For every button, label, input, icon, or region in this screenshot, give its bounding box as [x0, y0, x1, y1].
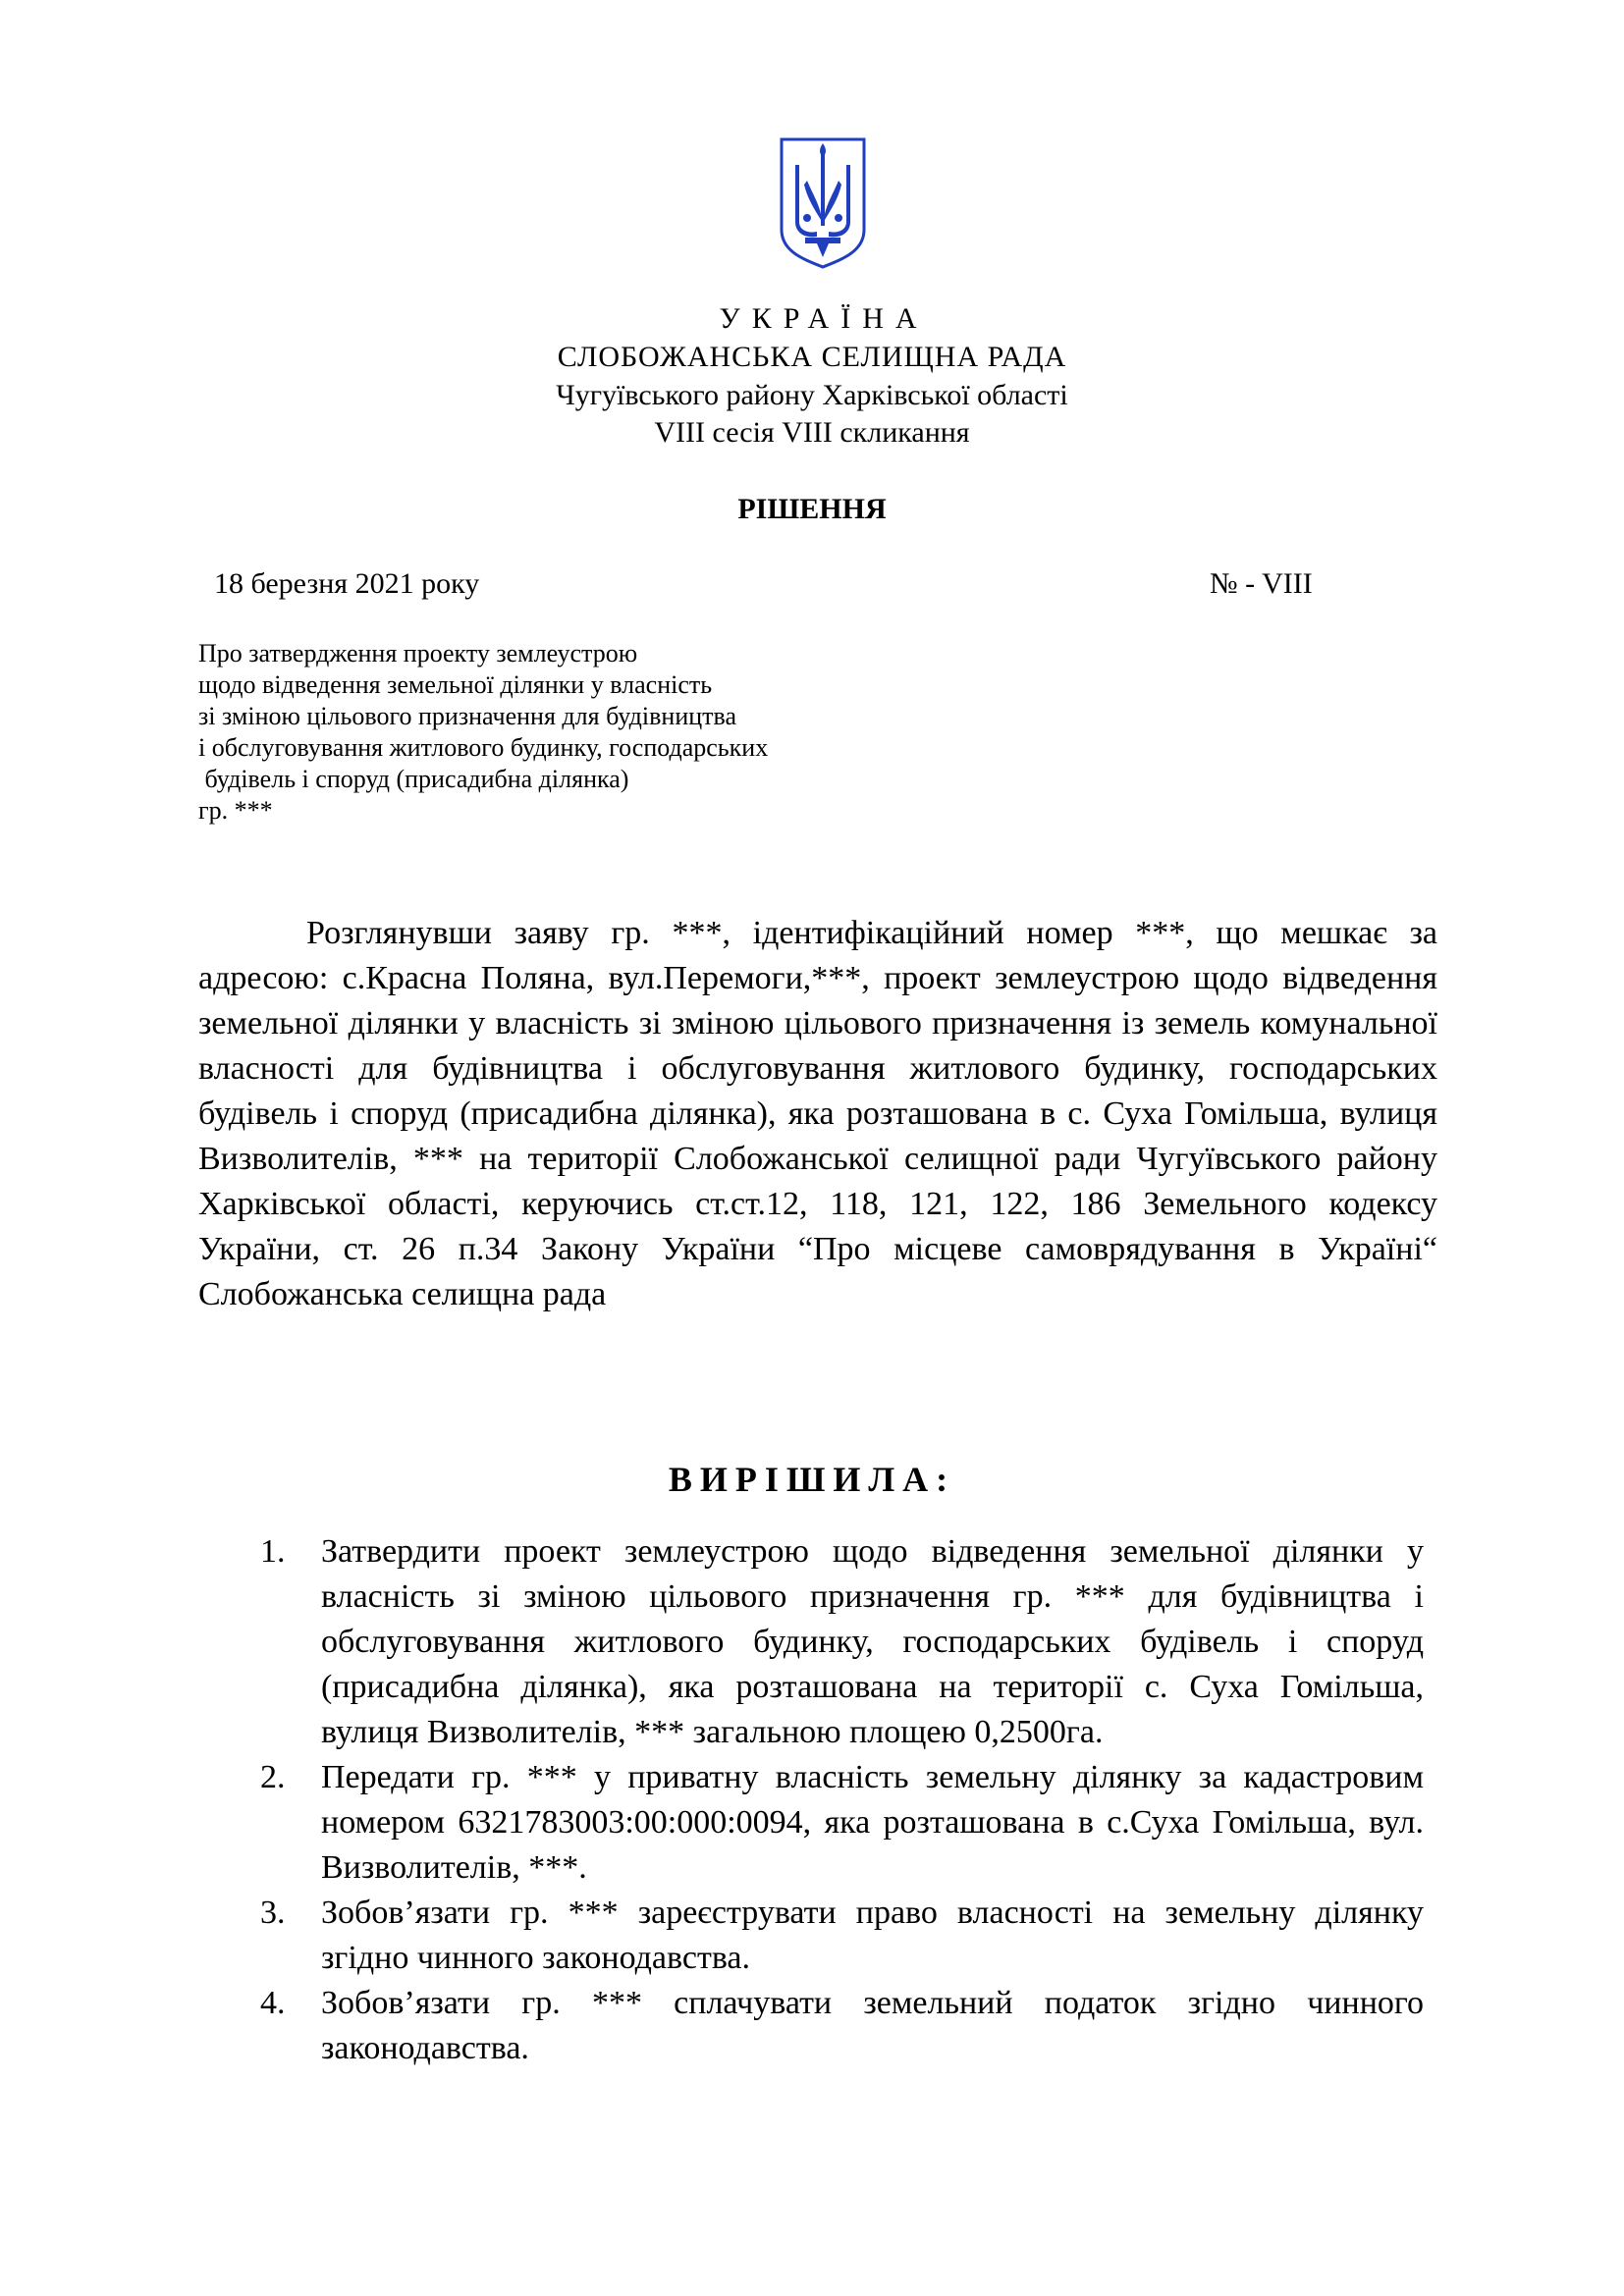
item-text: Затвердити проект землеустрою щодо відведення земельної ділянки у власність зі зміною цільового призначення гр. *** для будівництва і обслуговування житлового будинку, господарських будівель і споруд (присадибна ділянка), яка розташована на території с. Суха Гомільша, вулиця Визволителів, *** загальною площею 0,2500га. — [321, 1533, 1424, 1750]
decided-heading: ВИРІШИЛА: — [668, 1460, 956, 1499]
item-number: 4. — [260, 1985, 286, 2021]
header-session: VIII сесія VIII скликання — [654, 416, 970, 449]
item-number: 3. — [260, 1895, 286, 1931]
list-item — [260, 1529, 1424, 1755]
header-district: Чугуївського району Харківської області — [556, 379, 1068, 411]
list-item — [260, 1891, 1424, 1981]
header-council: СЛОБОЖАНСЬКА СЕЛИЩНА РАДА — [557, 341, 1067, 373]
item-text: Зобов’язати гр. *** сплачувати земельний податок згідно чинного законодавства. — [321, 1985, 1424, 2066]
preamble-paragraph — [198, 911, 1437, 1317]
document-type-title: РІШЕННЯ — [737, 493, 887, 525]
item-number: 2. — [260, 1759, 286, 1795]
decision-date: 18 березня 2021 року — [214, 567, 480, 600]
decision-subject — [198, 638, 945, 827]
subject-line: гр. *** — [198, 796, 273, 825]
subject-line: зі зміною цільового призначення для будівництва — [198, 702, 736, 730]
item-text: Зобов’язати гр. *** зареєструвати право власності на земельну ділянку згідно чинного законодавства. — [321, 1895, 1424, 1976]
subject-line: щодо відведення земельної ділянки у власність — [198, 670, 713, 699]
subject-line: і обслуговування житлового будинку, господарських — [198, 733, 769, 762]
subject-line: Про затвердження проекту землеустрою — [198, 639, 638, 667]
preamble-text: Розглянувши заяву гр. ***, ідентифікаційний номер ***, що мешкає за адресою: с.Красна Поляна, вул.Перемоги,***, проект землеустрою щодо відведення земельної ділянки у власність зі зміною цільового призначення із земель комунальної власності для будівництва і обслуговування житлового будинку, господарських будівель і споруд (присадибна ділянка), яка розташована в с. Суха Гомільша, вулиця Визволителів, *** на території Слобожанської селищної ради Чугуївського району Харківської області, керуючись ст.ст.12, 118, 121, 122, 186 Земельного кодексу України, ст. 26 п.34 Закону України “Про місцеве самоврядування в Україні“ Слобожанська селищна рада — [198, 915, 1437, 1312]
subject-line: будівель і споруд (присадибна ділянка) — [198, 765, 629, 793]
header-country: УКРАЇНА — [719, 302, 929, 335]
list-item — [260, 1755, 1424, 1891]
decision-number: № - VIII — [1210, 567, 1313, 600]
item-text: Передати гр. *** у приватну власність земельну ділянку за кадастровим номером 6321783003:00:000:0094, яка розташована в с.Суха Гомільша, вул. Визволителів, ***. — [321, 1759, 1424, 1886]
decision-items-list — [260, 1529, 1424, 2071]
list-item — [260, 1981, 1424, 2071]
ukraine-coat-of-arms-icon — [778, 135, 868, 271]
item-number: 1. — [260, 1533, 286, 1570]
